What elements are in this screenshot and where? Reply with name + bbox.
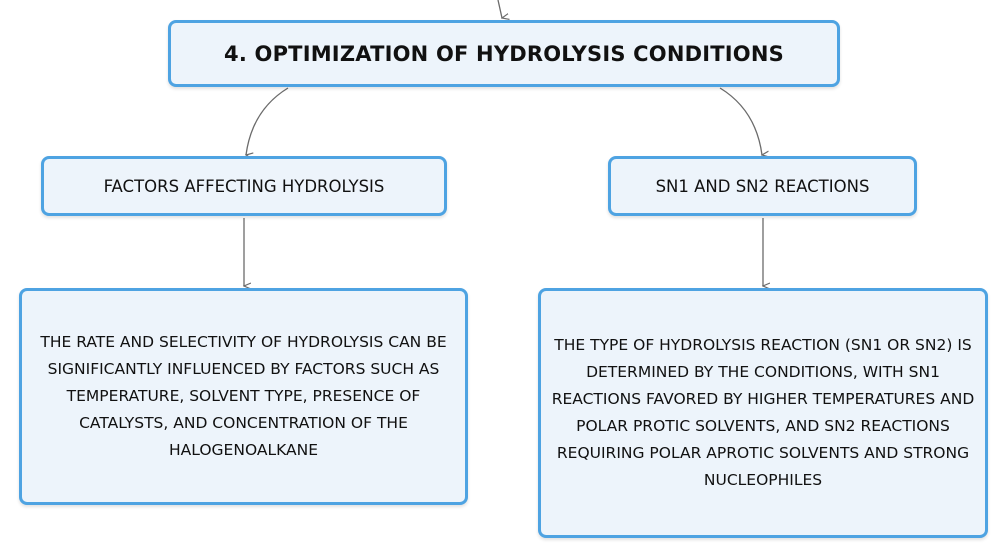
node-sn1-sn2-detail[interactable]: [538, 288, 988, 538]
node-factors-detail[interactable]: [19, 288, 468, 505]
node-sn1-sn2-label: SN1 AND SN2 REACTIONS: [655, 176, 870, 196]
connector-from-parent: [498, 0, 502, 18]
root-node[interactable]: [168, 20, 840, 87]
connector-root-to-factors: [246, 88, 288, 155]
node-factors-detail-text: THE RATE AND SELECTIVITY OF HYDROLYSIS CAN BE SIGNIFICANTLY INFLUENCED BY FACTORS SUCH AS TEMPERATURE, SOLVENT TYPE, PRESENCE OF CATALYSTS, AND CONCENTRATION OF THE HALOGENOALKANE: [40, 333, 447, 459]
node-sn1-sn2-detail-text: THE TYPE OF HYDROLYSIS REACTION (SN1 OR SN2) IS DETERMINED BY THE CONDITIONS, WITH SN1 REACTIONS FAVORED BY HIGHER TEMPERATURES AND POLAR PROTIC SOLVENTS, AND SN2 REACTIONS REQUIRING POLAR APROTIC SOLVENTS AND STRONG NUCLEOPHILES: [551, 336, 975, 489]
node-factors-affecting-hydrolysis[interactable]: [41, 156, 447, 216]
node-factors-label: FACTORS AFFECTING HYDROLYSIS: [103, 176, 385, 196]
root-node-label: 4. OPTIMIZATION OF HYDROLYSIS CONDITIONS: [224, 41, 784, 66]
node-sn1-sn2-reactions[interactable]: [608, 156, 917, 216]
connector-root-to-sn1-sn2: [720, 88, 762, 155]
